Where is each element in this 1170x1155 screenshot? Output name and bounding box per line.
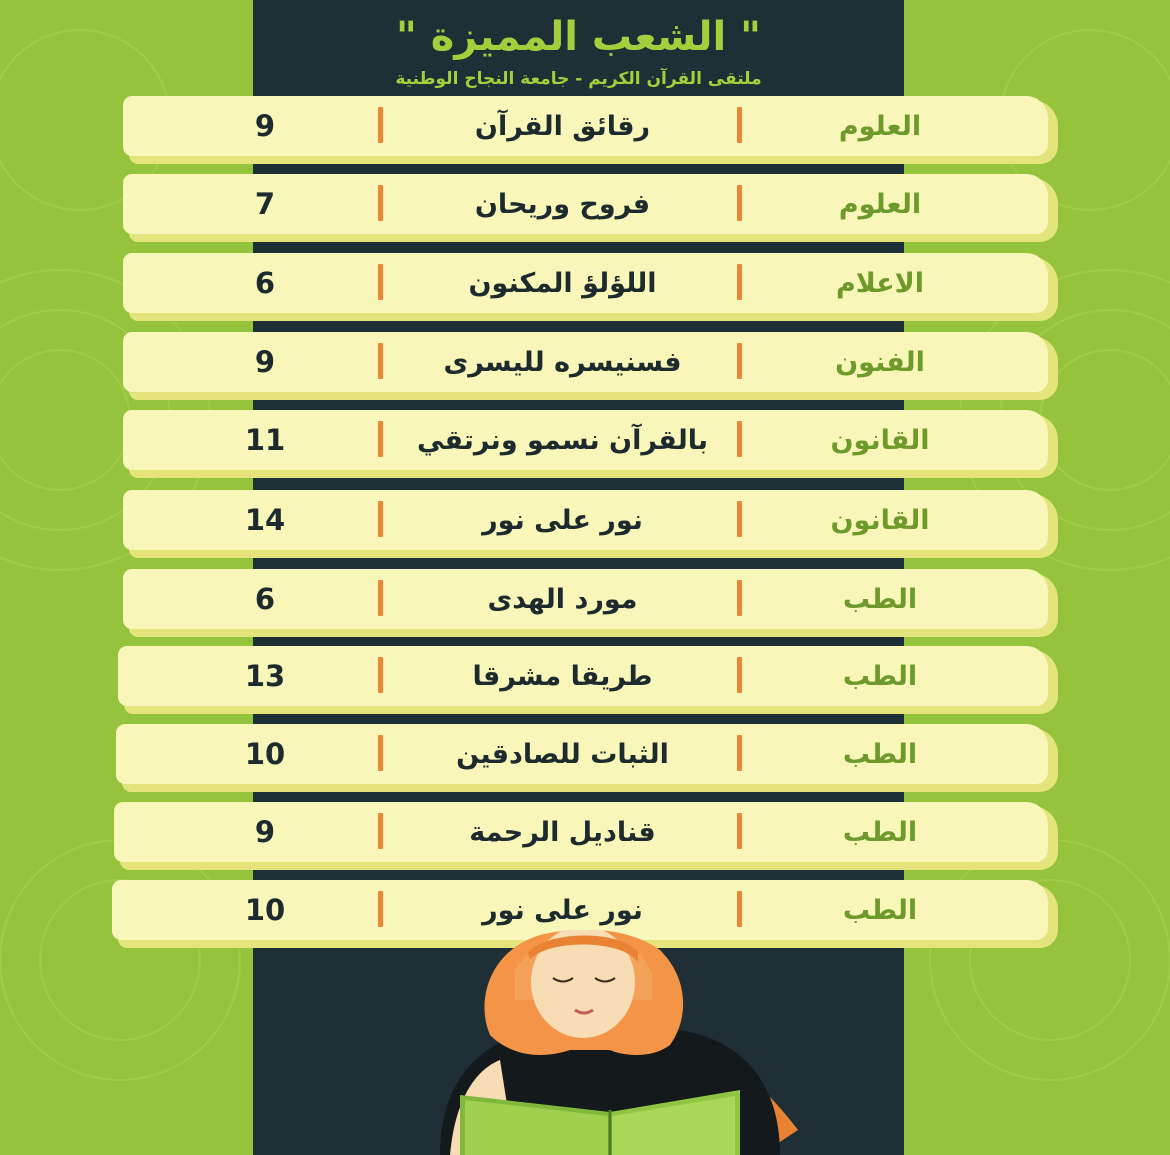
count-cell: 9 [254,345,276,379]
separator-right [737,580,742,616]
separator-left [378,580,383,616]
separator-right [737,185,742,221]
separator-left [378,813,383,849]
section-name-cell: رقائق القرآن [474,110,651,142]
count-cell: 10 [244,893,286,927]
faculty-cell: الطب [842,816,918,848]
separator-right [737,107,742,143]
separator-left [378,185,383,221]
section-name-cell: نور على نور [482,504,643,536]
count-cell: 11 [244,423,286,457]
count-cell: 14 [244,503,286,537]
faculty-cell: الطب [842,583,918,615]
section-name-cell: اللؤلؤ المكنون [468,267,657,299]
section-name-cell: نور على نور [482,894,643,926]
separator-right [737,891,742,927]
section-name-cell: بالقرآن نسمو ونرتقي [417,424,708,456]
count-cell: 6 [254,266,276,300]
separator-left [378,501,383,537]
table-row [118,646,1058,712]
table-row [116,724,1058,790]
separator-right [737,501,742,537]
section-name-cell: قناديل الرحمة [469,816,656,848]
count-cell: 9 [254,109,276,143]
faculty-cell: العلوم [838,188,922,220]
section-name-cell: مورد الهدى [487,583,638,615]
girl-reading-quran-icon [420,930,800,1155]
separator-left [378,421,383,457]
separator-left [378,735,383,771]
separator-right [737,264,742,300]
faculty-cell: الطب [842,894,918,926]
table-row [123,490,1058,556]
separator-right [737,657,742,693]
faculty-cell: الفنون [835,346,925,378]
separator-left [378,891,383,927]
separator-left [378,657,383,693]
faculty-cell: القانون [830,424,930,456]
table-row [123,410,1058,476]
faculty-cell: القانون [830,504,930,536]
table-row [123,569,1058,635]
section-name-cell: فروح وريحان [474,188,651,220]
section-name-cell: الثبات للصادقين [456,738,669,770]
table-row [123,96,1058,162]
table-row [114,802,1058,868]
page-title: " الشعب المميزة " [396,14,761,60]
table-row [123,174,1058,240]
separator-left [378,343,383,379]
section-name-cell: طريقا مشرقا [472,660,653,692]
faculty-cell: الاعلام [835,267,925,299]
separator-left [378,264,383,300]
count-cell: 13 [244,659,286,693]
count-cell: 10 [244,737,286,771]
separator-right [737,735,742,771]
separator-left [378,107,383,143]
faculty-cell: الطب [842,738,918,770]
page-subtitle: ملتقى القرآن الكريم - جامعة النجاح الوطنية [395,69,762,89]
table-row [123,332,1058,398]
count-cell: 7 [254,187,276,221]
count-cell: 9 [254,815,276,849]
faculty-cell: العلوم [838,110,922,142]
section-name-cell: فسنيسره لليسرى [443,346,682,378]
count-cell: 6 [254,582,276,616]
table-row [123,253,1058,319]
separator-right [737,813,742,849]
faculty-cell: الطب [842,660,918,692]
separator-right [737,343,742,379]
separator-right [737,421,742,457]
